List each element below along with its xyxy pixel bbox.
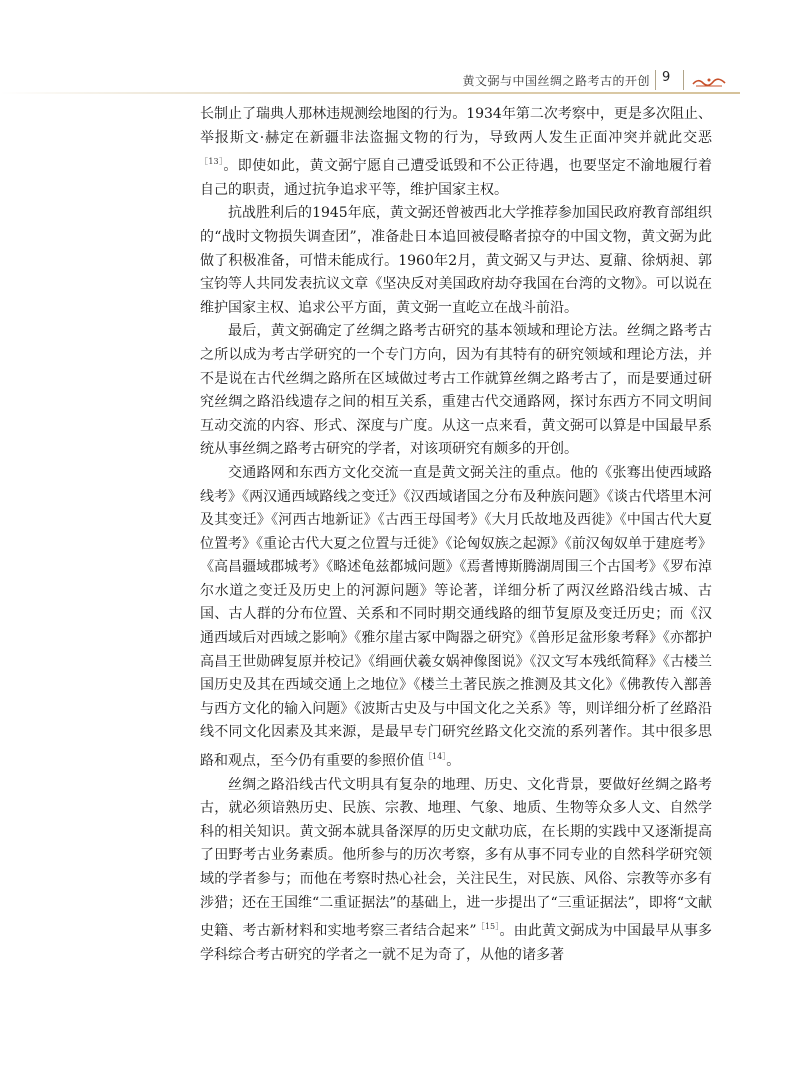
paragraph-text: 最后，黄文弼确定了丝绸之路考古研究的基本领域和理论方法。丝绸之路考古之所以成为考古学研究的一个专门方向，因为有其特有的研究领域和理论方法，并不是说在古代丝绸之路所在区域做过考古工作就算丝绸之路考古了，而是要通过研究丝绸之路沿线遗存之间的相互关系，重建古代交通路网，探讨东西方不同文明间互动交流的内容、形式、深度与广度。从这一点来看，黄文弼可以算是中国最早系统从事丝绸之路考古研究的学者，对该项研究有颇多的开创。	[200, 323, 712, 458]
running-title: 黄文弼与中国丝绸之路考古的开创	[462, 74, 650, 88]
paragraph-text: 交通路网和东西方文化交流一直是黄文弼关注的重点。他的《张骞出使西域路线考》《两汉通西域路线之变迁》《汉西域诸国之分布及种族问题》《谈古代塔里木河及其变迁》《河西古地新证》《古西王母国考》《大月氏故地及西徙》《中国古代大夏位置考》《重论古代大夏之位置与迁徙》《论匈奴族之起源》《前汉匈奴单于建庭考》《高昌疆域郡城考》《略述龟兹都城问题》《焉耆博斯腾湖周围三个古国考》《罗布淖尔水道之变迁及历史上的河源问题》等论著，详细分析了两汉丝路沿线古城、古国、古人群的分布位置、关系和不同时期交通线路的细节复原及变迁历史；而《汉通西域后对西域之影响》《雅尔崖古冢中陶器之研究》《兽形足盆形象考释》《亦都护高昌王世勋碑复原并校记》《绢画伏羲女娲神像图说》《汉文写本残纸简释》《古楼兰国历史及其在西域交通上之地位》《楼兰土著民族之推测及其文化》《佛教传入鄯善与西方文化的输入问题》《波斯古史及与中国文化之关系》等，则详细分析了丝路沿线不同文化因素及其来源，是最早专门研究丝路文化交流的系列著作。其中很多思路和观点，至今仍有重要的参照价值	[200, 464, 712, 770]
citation-ref: ［14］	[424, 752, 447, 762]
paragraph-text: 。	[446, 753, 461, 770]
body-text	[200, 103, 712, 967]
paragraph-text: 。即使如此，黄文弼宁愿自己遭受诋毁和不公正待遇，也要坚定不渝地履行着自己的职责，通过抗争追求平等，维护国家主权。	[200, 158, 713, 198]
header-divider-right	[683, 70, 684, 90]
page-number: 9	[662, 70, 671, 85]
paragraph	[200, 202, 712, 320]
running-header	[0, 0, 793, 100]
paragraph-text: 长制止了瑞典人那林违规测绘地图的行为。1934年第二次考察中，更是多次阻止、举报斯文·赫定在新疆非法盗掘文物的行为，导致两人发生正面冲突并就此交恶	[200, 106, 712, 146]
citation-ref: ［13］	[200, 157, 224, 167]
citation-ref: ［15］	[476, 922, 500, 932]
paragraph	[200, 103, 712, 202]
header-rule	[0, 92, 740, 94]
paragraph	[200, 462, 712, 774]
ornament-icon	[692, 74, 726, 88]
paragraph	[200, 320, 712, 462]
paragraph-text: 抗战胜利后的1945年底，黄文弼还曾被西北大学推荐参加国民政府教育部组织的“战时文物损失调查团”，准备赴日本追回被侵略者掠夺的中国文物，黄文弼为此做了积极准备，可惜未能成行。1960年2月，黄文弼又与尹达、夏鼐、徐炳昶、郭宝钧等人共同发表抗议文章《坚决反对美国政府劫夺我国在台湾的文物》。可以说在维护国家主权、追求公平方面，黄文弼一直屹立在战斗前沿。	[200, 205, 712, 316]
paragraph-text: 丝绸之路沿线古代文明具有复杂的地理、历史、文化背景，要做好丝绸之路考古，就必须谙熟历史、民族、宗教、地理、气象、地质、生物等众多人文、自然学科的相关知识。黄文弼本就具备深厚的历史文献功底，在长期的实践中又逐渐提高了田野考古业务素质。他所参与的历次考察，多有从事不同专业的自然科学研究领域的学者参与；而他在考察时热心社会，关注民生，对民族、风俗、宗教等亦多有涉猎；还在王国维“二重证据法”的基础上，进一步提出了“三重证据法”，即将“文献史籍、考古新材料和实地考察三者结合起来”	[200, 776, 712, 940]
paragraph	[200, 774, 712, 968]
header-divider	[655, 70, 656, 90]
paragraph-text: 。由此黄文弼成为中国最早从事多学科综合考古研究的学者之一就不足为奇了，从他的诸多著	[200, 923, 713, 963]
